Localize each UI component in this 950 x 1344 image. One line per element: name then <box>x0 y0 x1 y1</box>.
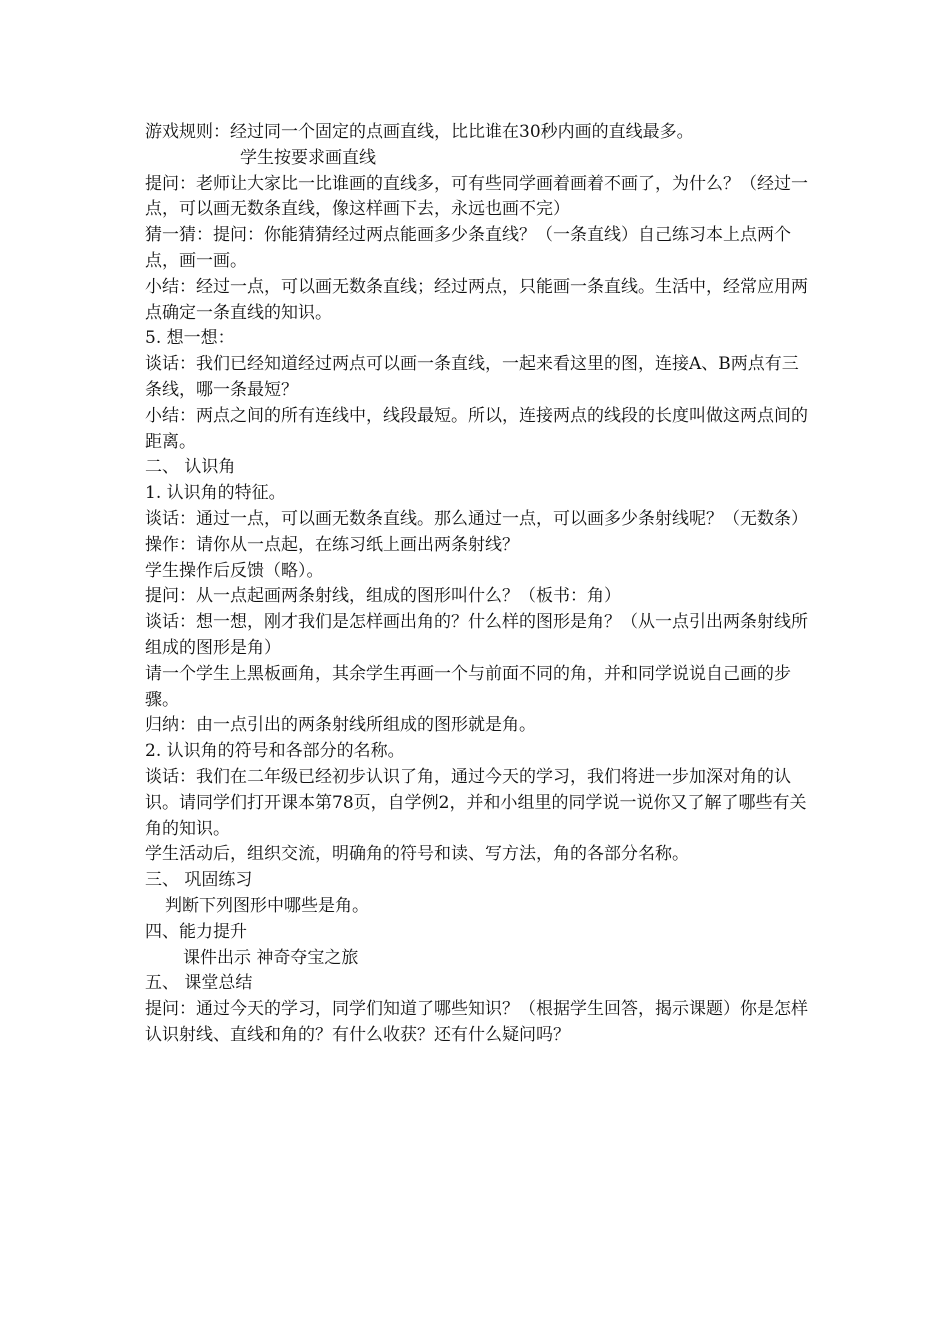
courseware-treasure: 课件出示 神奇夺宝之旅 <box>183 947 359 968</box>
question-why-stop: 提问：老师让大家比一比谁画的直线多，可有些同学画着画着不画了，为什么？（经过一点，可以画无数条直线，像这样画下去，永远也画不完） <box>145 173 808 220</box>
board-draw-angle: 请一个学生上黑板画角，其余学生再画一个与前面不同的角，并和同学说说自己画的步骤。 <box>145 663 791 710</box>
talk-how-draw-angle: 谈话：想一想，刚才我们是怎样画出角的？什么样的图形是角？（从一点引出两条射线所组成的图形是角） <box>145 612 808 658</box>
section-5-heading: 五、 课堂总结 <box>145 973 253 994</box>
section-2-heading: 二、 认识角 <box>145 457 236 478</box>
talk-shortest-line: 谈话：我们已经知道经过两点可以画一条直线，一起来看这里的图，连接A、B两点有三条线，哪一条最短？ <box>145 354 799 400</box>
talk-textbook: 谈话：我们在二年级已经初步认识了角，通过今天的学习，我们将进一步加深对角的认识。请同学们打开课本第78页，自学例2，并和小组里的同学说一说你又了解了哪些有关角的知识。 <box>145 766 807 839</box>
operation-draw-rays: 操作：请你从一点起，在练习纸上画出两条射线？ <box>145 534 519 555</box>
angle-symbol-heading: 2. 认识角的符号和各部分的名称。 <box>145 741 405 762</box>
student-feedback: 学生操作后反馈（略）。 <box>145 560 324 581</box>
judge-angles: 判断下列图形中哪些是角。 <box>165 895 369 916</box>
guess-two-points: 猜一猜：提问：你能猜猜经过两点能画多少条直线？（一条直线）自己练习本上点两个点，画一画。 <box>145 225 791 271</box>
question-angle: 提问：从一点起画两条射线，组成的图形叫什么？（板书：角） <box>145 586 621 607</box>
angle-features-heading: 1. 认识角的特征。 <box>145 483 286 504</box>
student-draw-lines: 学生按要求画直线 <box>240 147 376 168</box>
question-summary: 提问：通过今天的学习，同学们知道了哪些知识？（根据学生回答，揭示课题）你是怎样认识射线、直线和角的？有什么收获？还有什么疑问吗？ <box>145 999 808 1045</box>
think-heading: 5. 想一想： <box>145 328 235 349</box>
game-rules: 游戏规则：经过同一个固定的点画直线，比比谁在30秒内画的直线最多。 <box>145 122 694 142</box>
conclusion-angle: 归纳：由一点引出的两条射线所组成的图形就是角。 <box>145 715 536 736</box>
section-3-heading: 三、 巩固练习 <box>145 870 253 891</box>
summary-distance: 小结：两点之间的所有连线中，线段最短。所以，连接两点的线段的长度叫做这两点间的距离。 <box>145 405 808 452</box>
student-activity: 学生活动后，组织交流，明确角的符号和读、写方法，角的各部分名称。 <box>145 844 689 865</box>
section-4-heading: 四、能力提升 <box>145 921 247 942</box>
summary-lines: 小结：经过一点，可以画无数条直线；经过两点，只能画一条直线。生活中，经常应用两点确定一条直线的知识。 <box>145 276 808 323</box>
talk-rays: 谈话：通过一点，可以画无数条直线。那么通过一点，可以画多少条射线呢？（无数条） <box>145 508 808 529</box>
